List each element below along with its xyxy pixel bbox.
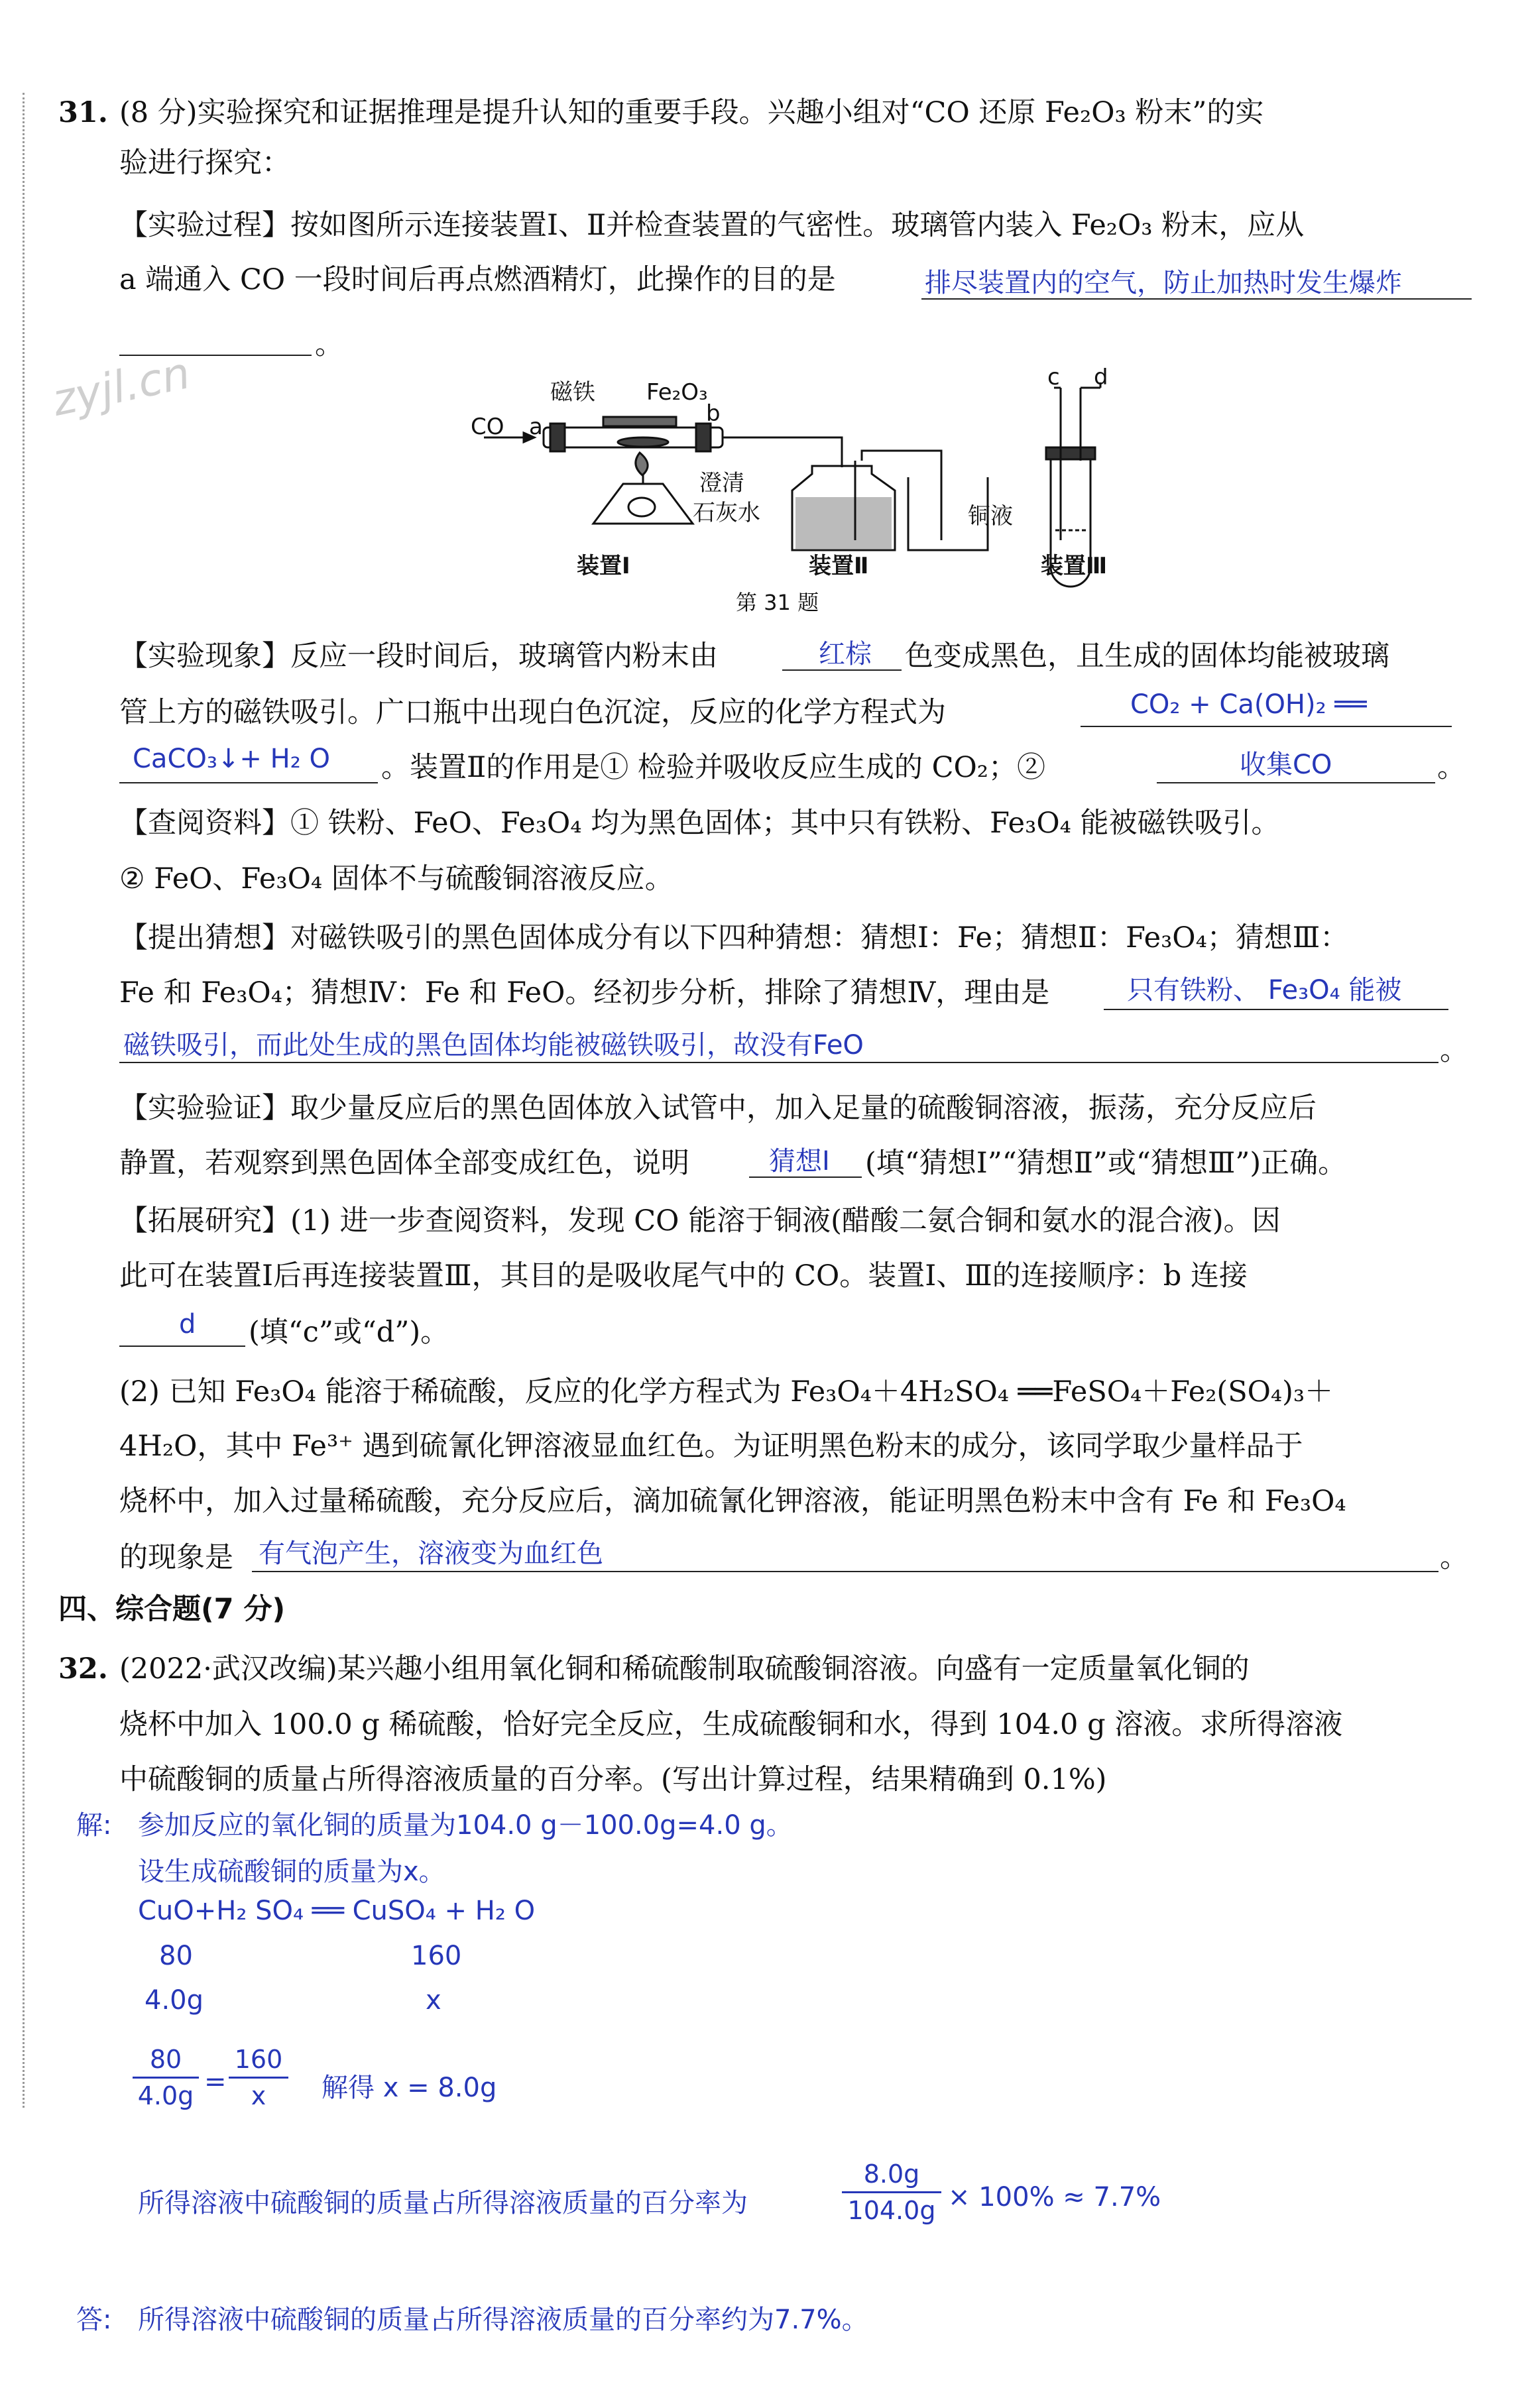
answer-equation-2: CaCO₃↓+ H₂ O: [133, 744, 330, 774]
fraction-denominator: x: [251, 2081, 266, 2110]
blank-underline: [1157, 782, 1435, 783]
fig-device2: 装置Ⅱ: [809, 553, 869, 579]
fraction-numerator: 80: [149, 2045, 182, 2074]
fig-b: b: [706, 400, 721, 427]
q31-line1: (8 分)实验探究和证据推理是提升认知的重要手段。兴趣小组对“CO 还原 Fe₂O₃ 粉末”的实: [119, 96, 1264, 129]
solution-label: 解:: [76, 1810, 112, 1841]
answer-hypothesis: 猜想Ⅰ: [769, 1146, 830, 1176]
extend-line1: 【拓展研究】(1) 进一步查阅资料，发现 CO 能溶于铜液(醋酸二氨合铜和氨水的混合液)。因: [119, 1204, 1281, 1237]
blank-underline: [119, 782, 378, 783]
fig-device1: 装置Ⅰ: [577, 553, 630, 579]
fraction-numerator: 8.0g: [863, 2159, 920, 2189]
phenomenon-line1a: 【实验现象】反应一段时间后，玻璃管内粉末由: [119, 640, 718, 673]
hypothesis-line2: Fe 和 Fe₃O₄；猜想Ⅳ：Fe 和 FeO。经初步分析，排除了猜想Ⅳ，理由是: [119, 976, 1050, 1009]
phenomenon-line1b: 色变成黑色，且生成的固体均能被玻璃: [905, 640, 1389, 673]
mass-x: x: [426, 1985, 441, 2016]
blank-underline: [119, 1346, 245, 1347]
fig-fe2o3: Fe₂O₃: [646, 379, 708, 406]
molar-mass-cuo: 80: [159, 1941, 193, 1971]
blank-underline: [252, 1571, 1438, 1572]
fig-lime1: 澄清: [699, 470, 744, 496]
fig-caption: 第 31 题: [736, 590, 819, 615]
answer-purpose-1: 排尽装置内的空气，防止加热时发生爆炸: [925, 268, 1402, 298]
solution-step2: 设生成硫酸铜的质量为x。: [138, 1857, 445, 1887]
fraction-80-over-4: [133, 2045, 199, 2110]
solution-step1: 参加反应的氧化铜的质量为104.0 g－100.0g=4.0 g。: [138, 1810, 793, 1841]
mass-cuo: 4.0g: [145, 1985, 204, 2016]
q31-line2: 验进行探究：: [119, 146, 290, 180]
fraction-percentage: [842, 2159, 941, 2225]
q32-line3: 中硫酸铜的质量占所得溶液质量的百分率。(写出计算过程，结果精确到 0.1%): [119, 1763, 1107, 1796]
fig-device3: 装置Ⅲ: [1041, 553, 1108, 579]
phenomenon-line3: 。装置Ⅱ的作用是① 检验并吸收反应生成的 CO₂；②: [381, 751, 1045, 784]
fig-copper-liquid: 铜液: [968, 503, 1013, 530]
fig-lime2: 石灰水: [693, 500, 760, 526]
q31-process-line2: a 端通入 CO 一段时间后再点燃酒精灯，此操作的目的是: [119, 263, 836, 296]
blank-underline: [921, 298, 1472, 300]
extend2-line3: 烧杯中，加入过量稀硫酸，充分反应后，滴加硫氰化钾溶液，能证明黑色粉末中含有 Fe 和 Fe₃O₄: [119, 1485, 1346, 1518]
q31-process-line1: 【实验过程】按如图所示连接装置Ⅰ、Ⅱ并检查装置的气密性。玻璃管内装入 Fe₂O₃ 粉末，应从: [119, 209, 1305, 242]
extend2-line2: 4H₂O，其中 Fe³⁺ 遇到硫氰化钾溶液显血红色。为证明黑色粉末的成分，该同学取少量样品于: [119, 1430, 1303, 1463]
period: 。: [315, 328, 343, 361]
solve-result: 解得 x = 8.0g: [322, 2073, 497, 2103]
fraction-denominator: 104.0g: [847, 2196, 936, 2225]
binding-dotted-line: [23, 93, 25, 2108]
blank-underline: [749, 1176, 862, 1178]
powder: [618, 437, 668, 447]
blank-underline: [1104, 1009, 1448, 1010]
fraction-160-over-x: [229, 2045, 288, 2110]
answer-color: 红棕: [819, 639, 872, 669]
answer-reason-2: 磁铁吸引，而此处生成的黑色固体均能被磁铁吸引，故没有FeO: [123, 1030, 864, 1061]
extend-line3: (填“c”或“d”)。: [249, 1316, 449, 1349]
q32-line2: 烧杯中加入 100.0 g 稀硫酸，恰好完全反应，生成硫酸铜和水，得到 104.0 g 溶液。求所得溶液: [119, 1708, 1343, 1741]
blank-underline: [119, 1062, 1438, 1063]
q31-number: 31.: [58, 96, 108, 129]
fig-co: CO: [471, 414, 504, 440]
fig-d: d: [1094, 368, 1108, 390]
answer-phenomenon: 有气泡产生，溶液变为血红色: [259, 1538, 603, 1569]
blank-underline: [1081, 726, 1452, 727]
period: 。: [1440, 1541, 1468, 1574]
equals-sign: =: [204, 2067, 227, 2097]
hypothesis-line1: 【提出猜想】对磁铁吸引的黑色固体成分有以下四种猜想：猜想Ⅰ：Fe；猜想Ⅱ：Fe₃O₄；猜想Ⅲ：: [119, 921, 1349, 954]
q32-line1: (2022·武汉改编)某兴趣小组用氧化铜和稀硫酸制取硫酸铜溶液。向盛有一定质量氧化铜的: [119, 1652, 1250, 1686]
period: 。: [1440, 1034, 1468, 1067]
reference-line2: ② FeO、Fe₃O₄ 固体不与硫酸铜溶液反应。: [119, 862, 674, 895]
blank-underline: [119, 355, 312, 356]
fig-c: c: [1047, 368, 1060, 390]
extend-line2: 此可在装置Ⅰ后再连接装置Ⅲ，其目的是吸收尾气中的 CO。装置Ⅰ、Ⅲ的连接顺序：b 连接: [119, 1259, 1248, 1292]
answer-equation-1: CO₂ + Ca(OH)₂ ══: [1130, 689, 1367, 720]
verify-line2a: 静置，若观察到黑色固体全部变成红色，说明: [119, 1147, 689, 1180]
watermark: zyjl.cn: [48, 347, 195, 426]
blank-underline: [782, 669, 902, 671]
fig-magnet: 磁铁: [550, 379, 595, 406]
answer-label: 答:: [76, 2305, 112, 2335]
period: 。: [1437, 751, 1466, 784]
answer-collect: 收集CO: [1240, 750, 1332, 780]
magnet: [603, 417, 676, 426]
verify-line2b: (填“猜想Ⅰ”“猜想Ⅱ”或“猜想Ⅲ”)正确。: [865, 1147, 1347, 1180]
answer-connection: d: [179, 1309, 196, 1340]
fig-a: a: [529, 414, 543, 440]
fraction-denominator: 4.0g: [137, 2081, 194, 2110]
molar-mass-cuso4: 160: [411, 1941, 462, 1971]
fraction-numerator: 160: [234, 2045, 283, 2074]
phenomenon-line2: 管上方的磁铁吸引。广口瓶中出现白色沉淀，反应的化学方程式为: [119, 696, 946, 729]
extend2-line1: (2) 已知 Fe₃O₄ 能溶于稀硫酸，反应的化学方程式为 Fe₃O₄＋4H₂SO₄ ══FeSO₄＋Fe₂(SO₄)₃＋: [119, 1375, 1334, 1408]
section-heading: 四、综合题(7 分): [58, 1593, 286, 1626]
experiment-figure: [471, 368, 1134, 626]
solution-equation: CuO+H₂ SO₄ ══ CuSO₄ + H₂ O: [138, 1896, 536, 1926]
percentage-text: 所得溶液中硫酸铜的质量占所得溶液质量的百分率为: [138, 2188, 748, 2218]
extend2-line4: 的现象是: [119, 1541, 233, 1574]
final-answer: 所得溶液中硫酸铜的质量占所得溶液质量的百分率约为7.7%。: [138, 2305, 868, 2335]
answer-reason-1: 只有铁粉、 Fe₃O₄ 能被: [1127, 975, 1402, 1005]
verify-line1: 【实验验证】取少量反应后的黑色固体放入试管中，加入足量的硫酸铜溶液，振荡，充分反应后: [119, 1092, 1317, 1125]
alcohol-lamp: [593, 484, 693, 524]
q32-number: 32.: [58, 1652, 108, 1686]
reference-line1: 【查阅资料】① 铁粉、FeO、Fe₃O₄ 均为黑色固体；其中只有铁粉、Fe₃O₄ 能被磁铁吸引。: [119, 807, 1280, 840]
percentage-result: × 100% ≈ 7.7%: [948, 2182, 1161, 2212]
